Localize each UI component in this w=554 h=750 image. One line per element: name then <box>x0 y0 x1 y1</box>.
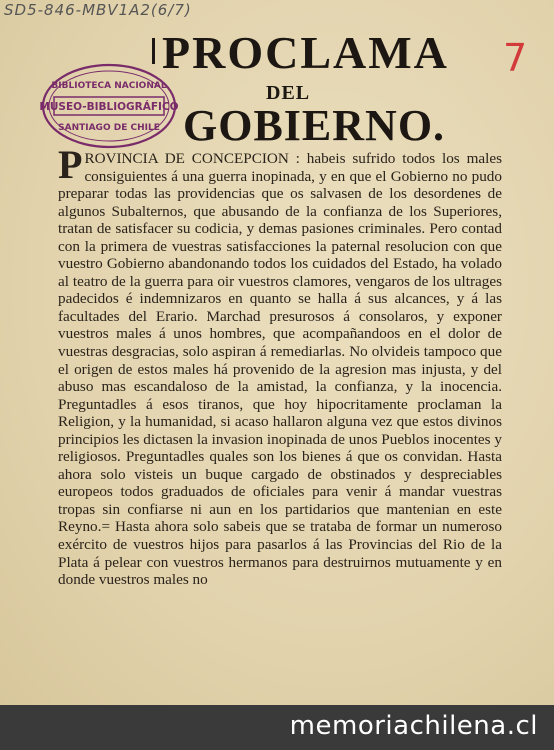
document-title: PROCLAMA <box>162 27 449 78</box>
document-subtitle: GOBIERNO. <box>183 101 446 150</box>
page-number-annotation: 7 <box>503 36 528 80</box>
catalog-annotation: SD5-846-MBV1A2(6/7) <box>4 1 192 19</box>
footer-bar <box>0 705 554 750</box>
title-rule <box>152 38 155 64</box>
site-brand[interactable]: memoriachilena.cl <box>289 711 538 741</box>
library-stamp <box>40 62 178 150</box>
title-connector: DEL <box>266 82 311 104</box>
body-paragraph: ROVINCIA DE CONCEPCION : habeis sufrido todos los males consiguientes á una guerra inopinada, y en que el Gobierno no pudo preparar todas las providencias que os salvasen de los desordenes de algunos Subalternos, que abusando de la confianza de los Superiores, tratan de satisfacer su codicia, y demas pasiones criminales. Pero contad con la primera de vuestras satisfacciones la paternal resolucion con que vuestro Gobierno abandonando todos los cuidados del Estado, ha volado al teatro de la guerra para oir vuestros clamores, vengaros de los ultrages padecidos é indemnizaros en quanto se halla á sus alcances, y á las facultades del Erario. Marchad presurosos á consolaros, y exponer vuestros males á unos hombres, que acompañandoos en el dolor de vuestras desgracias, solo aspiran á remediarlas. No olvideis tampoco que el origen de estos males há provenido de la agresion mas injusta, y del abuso mas escandaloso de la amistad, la confianza, y la inocencia. Preguntadles á esos tiranos, que hoy hipocritamente proclaman la Religion, y la humanidad, si acaso hallaron alguna vez que estos divinos principios les dictasen la invasion inopinada de unos Pueblos inocentes y religiosos. Preguntadles quales son los bienes á que os convidan. Hasta ahora solo visteis un buque cargado de obstinados y despreciables europeos todos graduados de oficiales para venir á mandar vuestras tropas sin confiarse ni aun en los partidarios que mantenian en este Reyno.= Hasta ahora solo sabeis que se trataba de formar un numeroso exército de vuestros hijos para pasarlos á las Provincias del Rio de la Plata á pelear con vuestros hermanos para destruirnos mutuamente y en donde vuestros males no <box>58 150 502 589</box>
drop-cap: P <box>58 142 83 187</box>
stamp-line-2: MUSEO-BIBLIOGRÁFICO <box>40 101 178 113</box>
stamp-seal-icon <box>40 62 178 150</box>
stamp-line-3: SANTIAGO DE CHILE <box>58 123 160 133</box>
proclamation-text <box>58 142 502 589</box>
stamp-line-1: BIBLIOTECA NACIONAL <box>51 81 167 91</box>
